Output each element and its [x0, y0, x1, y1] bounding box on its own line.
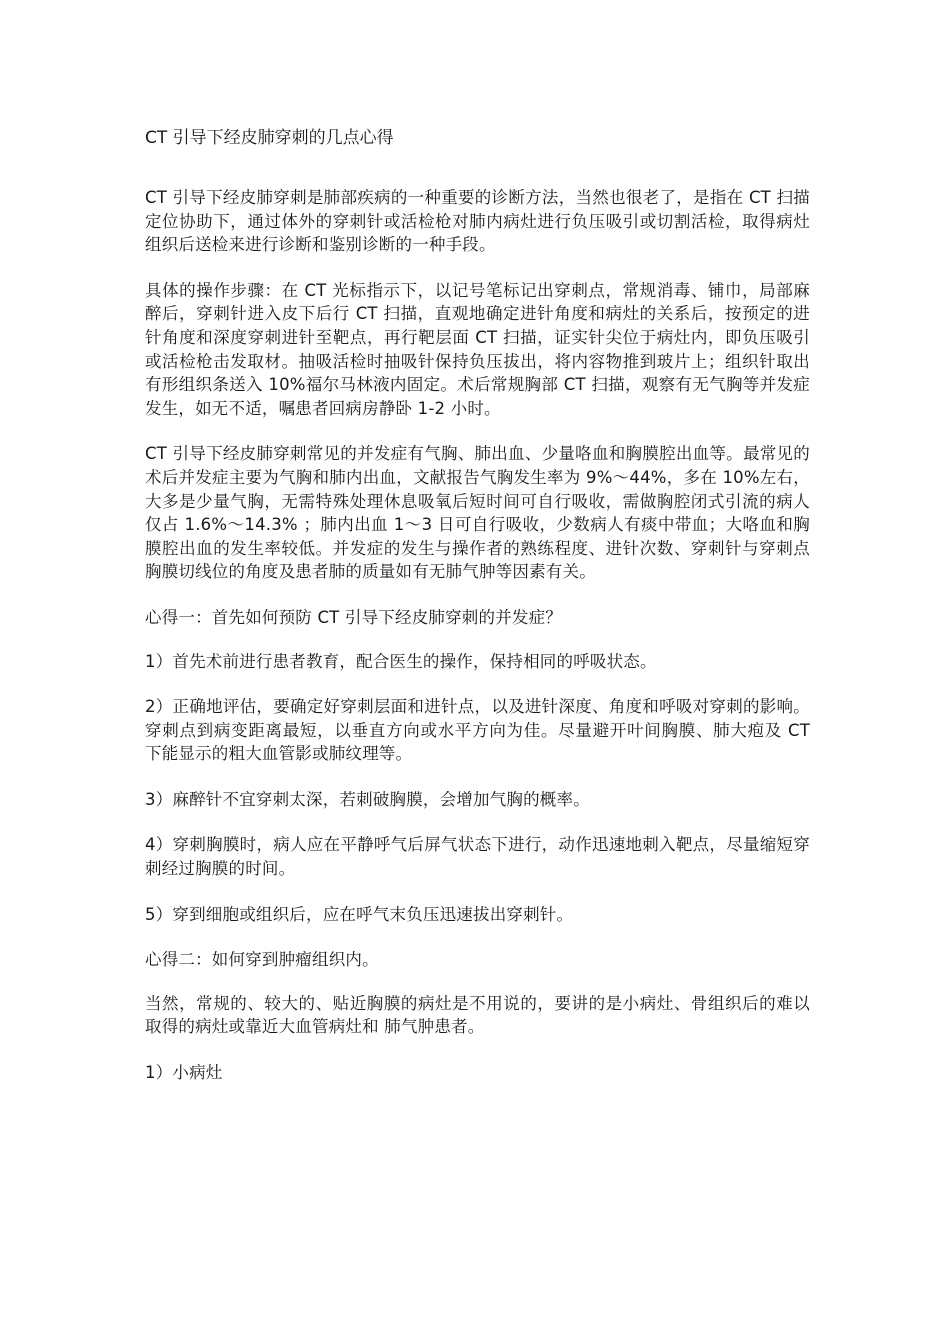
document-title: CT 引导下经皮肺穿刺的几点心得 — [145, 128, 394, 148]
list-item-4: 4）穿刺胸膜时，病人应在平静呼气后屏气状态下进行，动作迅速地刺入靶点，尽量缩短穿刺经过胸膜的时间。 — [145, 835, 810, 879]
list-item-2: 2）正确地评估，要确定好穿刺层面和进针点，以及进针深度、角度和呼吸对穿刺的影响。穿刺点到病变距离最短，以垂直方向或水平方向为佳。尽量避开叶间胸膜、肺大疱及 CT 下能显示的粗大血管影或肺纹理等。 — [145, 697, 810, 764]
paragraph-complications: CT 引导下经皮肺穿刺常见的并发症有气胸、肺出血、少量咯血和胸膜腔出血等。最常见的术后并发症主要为气胸和肺内出血，文献报告气胸发生率为 9%～44%，多在 10%左右，大多是少量气胸，无需特殊处理休息吸氧后短时间可自行吸收，需做胸腔闭式引流的病人仅占 1.6%～14.3% ；肺内出血 1～3 日可自行吸收，少数病人有痰中带血；大咯血和胸膜腔出血的发生率较低。并发症的发生与操作者的熟练程度、进针次数、穿刺针与穿刺点胸膜切线位的角度及患者肺的质量如有无肺气肿等因素有关。 — [145, 444, 810, 582]
paragraph-difficult-lesions: 当然，常规的、较大的、贴近胸膜的病灶是不用说的，要讲的是小病灶、骨组织后的难以取得的病灶或靠近大血管病灶和 肺气肿患者。 — [145, 993, 810, 1037]
list-item-5: 5）穿到细胞或组织后，应在呼气末负压迅速拔出穿刺针。 — [145, 904, 574, 924]
paragraph-procedure-steps: 具体的操作步骤：在 CT 光标指示下，以记号笔标记出穿刺点，常规消毒、铺巾，局部麻醉后，穿刺针进入皮下后行 CT 扫描，直观地确定进针角度和病灶的关系后，按预定的进针角度和深度穿刺进针至靶点，再行靶层面 CT 扫描，证实针尖位于病灶内，即负压吸引或活检枪击发取材。抽吸活检时抽吸针保持负压拔出，将内容物推到玻片上；组织针取出有形组织条送入 10%福尔马林液内固定。术后常规胸部 CT 扫描，观察有无气胸等并发症发生，如无不适，嘱患者回病房静卧 1-2 小时。 — [145, 280, 810, 418]
heading-insight-one: 心得一：首先如何预防 CT 引导下经皮肺穿刺的并发症？ — [145, 607, 562, 627]
heading-insight-two: 心得二：如何穿到肿瘤组织内。 — [145, 950, 379, 970]
list-item-small-lesion: 1）小病灶 — [145, 1063, 223, 1083]
document-page — [145, 126, 810, 1107]
list-item-1: 1）首先术前进行患者教育，配合医生的操作，保持相同的呼吸状态。 — [145, 651, 657, 671]
list-item-3: 3）麻醉针不宜穿刺太深，若刺破胸膜，会增加气胸的概率。 — [145, 789, 590, 809]
paragraph-intro: CT 引导下经皮肺穿刺是肺部疾病的一种重要的诊断方法，当然也很老了，是指在 CT 扫描定位协助下，通过体外的穿刺针或活检枪对肺内病灶进行负压吸引或切割活检，取得病灶组织后送检来进行诊断和鉴别诊断的一种手段。 — [145, 188, 810, 255]
